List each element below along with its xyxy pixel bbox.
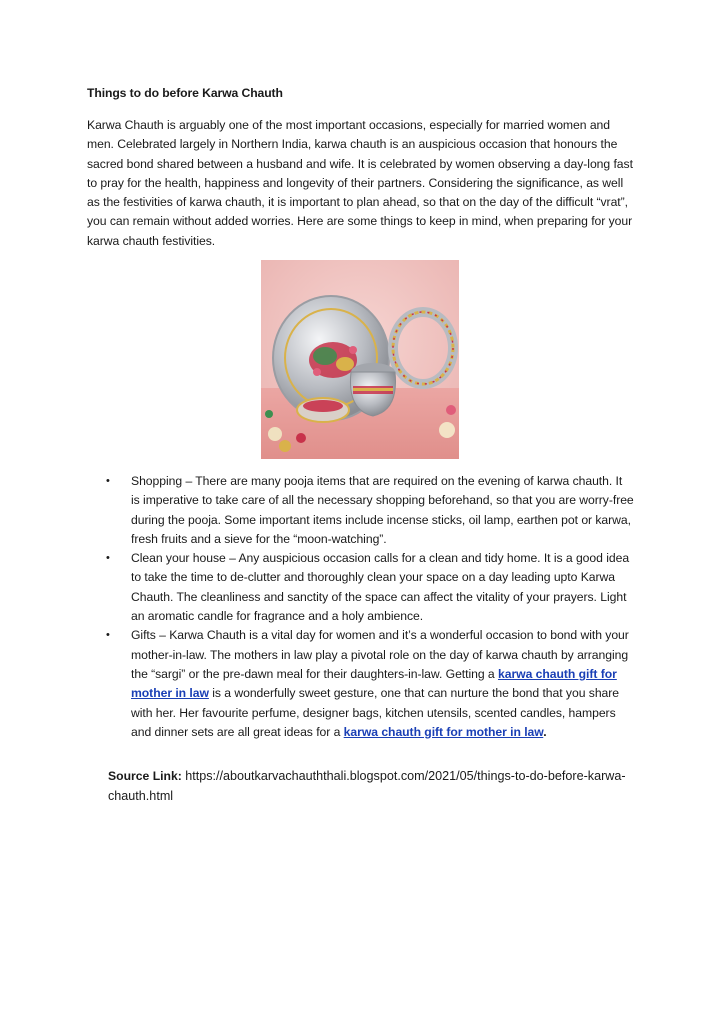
karwa-chauth-thali-photo [261, 260, 459, 459]
bullet-icon: • [106, 629, 110, 642]
list-item-text: Shopping – There are many pooja items that are required on the evening of karwa chauth. It is imperative to take care of all the necessary shopping beforehand, so that you are worry-free during the pooja. Some important items include incense sticks, oil lamp, earthen pot or karwa, fresh fruits and a sieve for the “moon-watching”. [131, 474, 634, 546]
source-label: Source Link: [108, 769, 182, 783]
list-item [0, 626, 720, 742]
gift-link-1[interactable]: karwa chauth gift for mother in law [131, 666, 617, 701]
bullet-icon: • [106, 552, 110, 565]
list-item [0, 549, 720, 626]
list-item-text: Gifts – Karwa Chauth is a vital day for women and it’s a wonderful occasion to bond with your mother-in-law. The mothers in law play a pivotal role on the day of karwa chauth by arranging the “sargi” or the pre-dawn meal for their daughters-in-law. Getting a [131, 628, 629, 681]
thali-illustration [261, 260, 459, 459]
page-title: Things to do before Karwa Chauth [87, 86, 283, 100]
gift-link-2[interactable]: karwa chauth gift for mother in law [343, 724, 544, 739]
list-item [0, 472, 720, 549]
list-item-text: Clean your house – Any auspicious occasion calls for a clean and tidy home. It is a good idea to take the time to de-clutter and thoroughly clean your space on a day leading upto Karwa Chauth. The cleanliness and sanctity of the space can affect the vitality of your prayers. Light an aromatic candle for fragrance and a holy ambience. [131, 551, 630, 624]
tips-list [0, 472, 720, 742]
source-link [108, 767, 628, 806]
intro-paragraph: Karwa Chauth is arguably one of the most important occasions, especially for married women and men. Celebrated largely in Northern India, karwa chauth is an auspicious occasion that honours the sacred bond shared between a husband and wife. It is celebrated by women observing a day-long fast to pray for the health, happiness and longevity of their partners. Considering the significance, as well as the festivities of karwa chauth, it is important to plan ahead, so that on the day of the difficult “vrat”, you can remain without added worries. Here are some things to keep in mind, when preparing for your karwa chauth festivities. [87, 118, 633, 248]
bullet-icon: • [106, 475, 110, 487]
source-url[interactable]: https://aboutkarvachauththali.blogspot.com/2021/05/things-to-do-before-karwa-chauth.html [108, 769, 626, 803]
list-item-text-end: . [543, 724, 547, 739]
list-item-text-middle: is a wonderfully sweet gesture, one that can nurture the bond that you share with her. Her favourite perfume, designer bags, kitchen utensils, scented candles, hampers and dinner sets are all great ideas for a [131, 686, 620, 739]
